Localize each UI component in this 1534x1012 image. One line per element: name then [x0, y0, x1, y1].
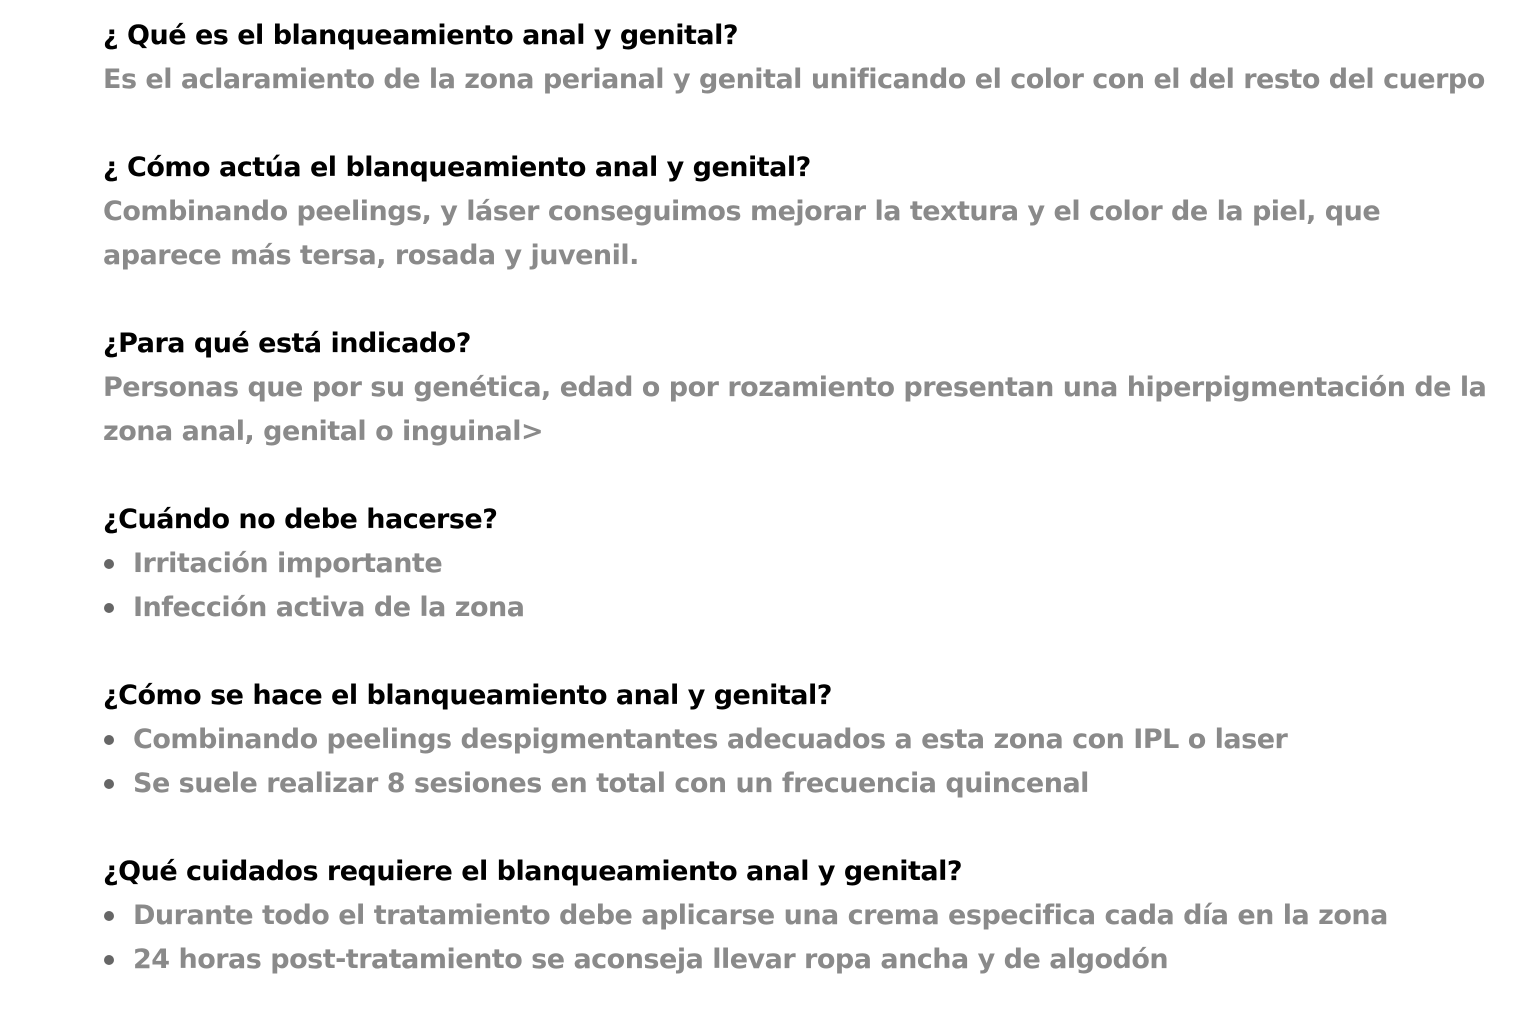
list-item-text: Se suele realizar 8 sesiones en total con un frecuencia quincenal	[133, 768, 1089, 799]
bullet-icon	[104, 735, 114, 745]
faq-question: ¿Cómo se hace el blanqueamiento anal y genital?	[103, 680, 832, 711]
list-item	[103, 718, 1503, 762]
faq-section-what-is	[103, 14, 1503, 102]
faq-question: ¿ Cómo actúa el blanqueamiento anal y genital?	[103, 152, 811, 183]
faq-question: ¿ Qué es el blanqueamiento anal y genital?	[103, 20, 739, 51]
list-item	[103, 586, 1503, 630]
list-item-text: 24 horas post-tratamiento se aconseja llevar ropa ancha y de algodón	[133, 944, 1169, 975]
faq-answer: Es el aclaramiento de la zona perianal y genital unificando el color con el del resto del cuerpo	[103, 64, 1485, 95]
bullet-icon	[104, 955, 114, 965]
faq-bullet-list	[103, 894, 1503, 982]
list-item	[103, 542, 1503, 586]
bullet-icon	[104, 779, 114, 789]
list-item	[103, 762, 1503, 806]
faq-question: ¿Para qué está indicado?	[103, 328, 471, 359]
faq-answer: Personas que por su genética, edad o por rozamiento presentan una hiperpigmentación de la zona anal, genital o inguinal>	[103, 372, 1487, 447]
faq-question: ¿Cuándo no debe hacerse?	[103, 504, 498, 535]
faq-section-contraindications	[103, 498, 1503, 630]
faq-section-aftercare	[103, 850, 1503, 982]
faq-answer: Combinando peelings, y láser conseguimos mejorar la textura y el color de la piel, que aparece más tersa, rosada y juvenil.	[103, 196, 1381, 271]
list-item-text: Durante todo el tratamiento debe aplicarse una crema especifica cada día en la zona	[133, 900, 1388, 931]
list-item-text: Infección activa de la zona	[133, 592, 525, 623]
faq-bullet-list	[103, 542, 1503, 630]
faq-section-how-it-works	[103, 146, 1503, 278]
faq-section-indications	[103, 322, 1503, 454]
list-item	[103, 894, 1503, 938]
faq-section-procedure	[103, 674, 1503, 806]
list-item-text: Irritación importante	[133, 548, 443, 579]
bullet-icon	[104, 911, 114, 921]
list-item	[103, 938, 1503, 982]
faq-bullet-list	[103, 718, 1503, 806]
faq-question: ¿Qué cuidados requiere el blanqueamiento anal y genital?	[103, 856, 963, 887]
bullet-icon	[104, 559, 114, 569]
list-item-text: Combinando peelings despigmentantes adecuados a esta zona con IPL o laser	[133, 724, 1288, 755]
bullet-icon	[104, 603, 114, 613]
